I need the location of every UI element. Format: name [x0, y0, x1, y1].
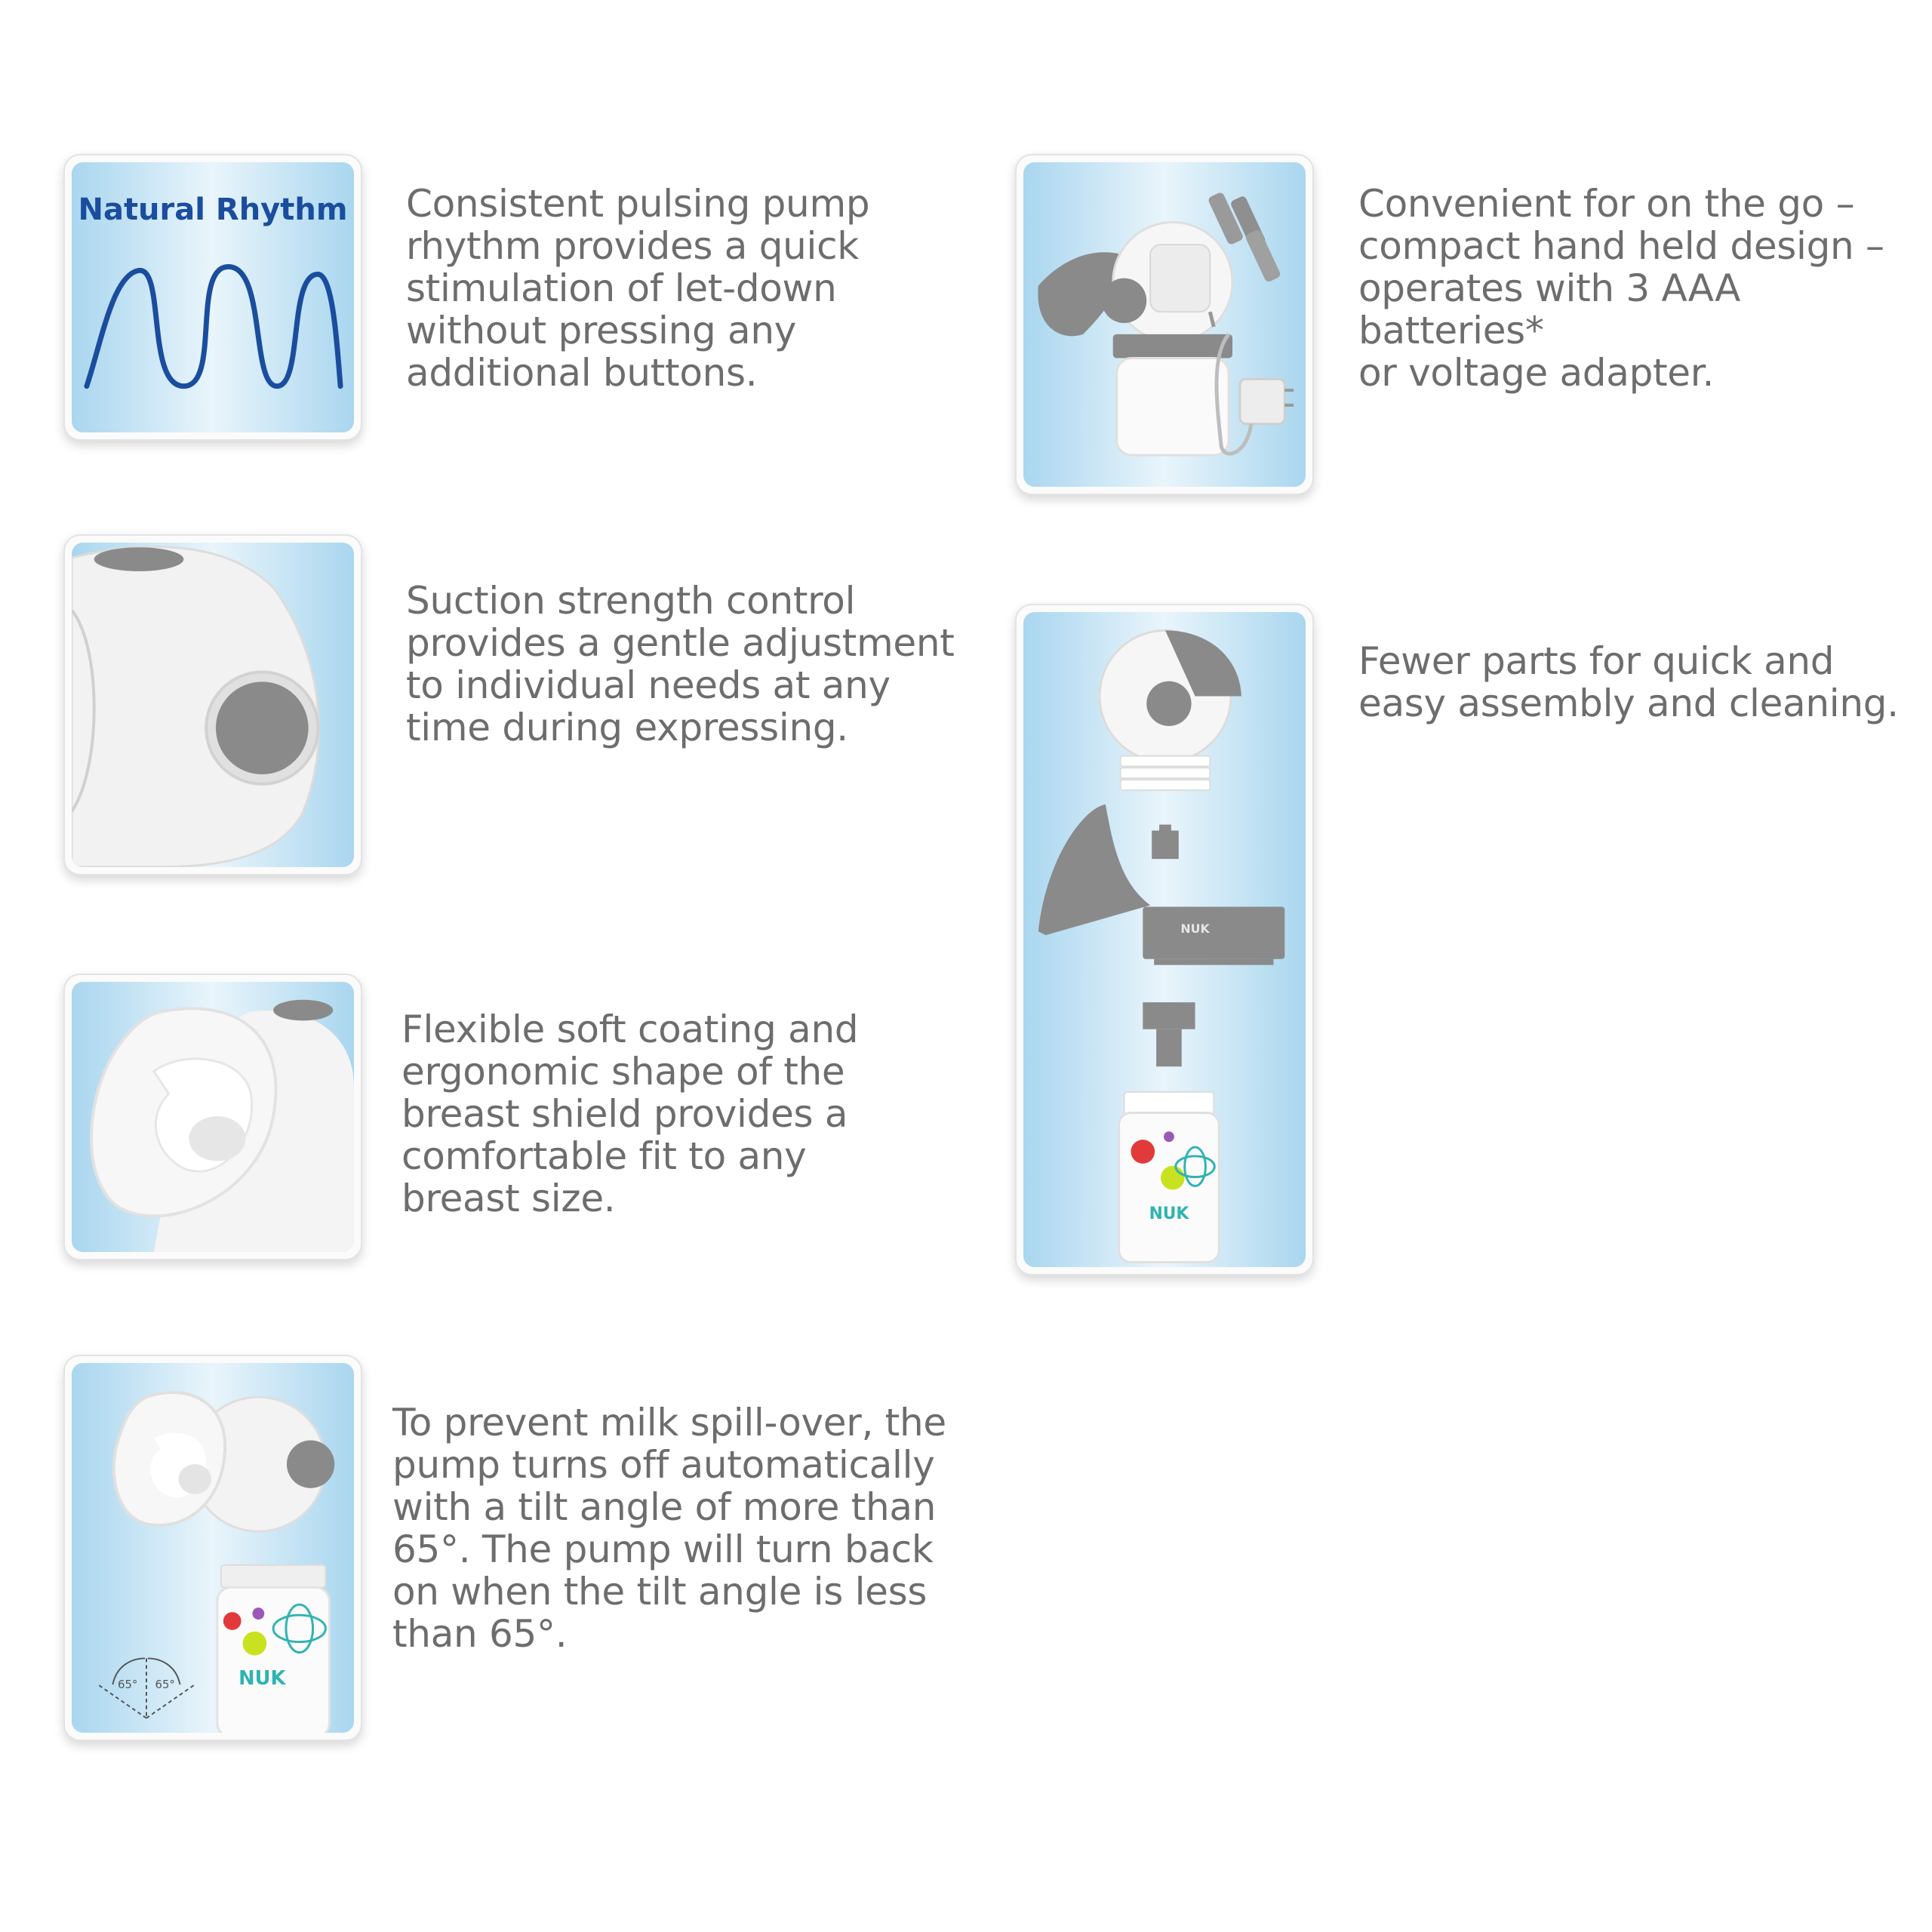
breast-shield-panel	[72, 982, 354, 1252]
natural-rhythm-label: Natural Rhythm	[78, 192, 348, 227]
tilt-pump-image	[72, 1363, 354, 1733]
tilt-bottle-brand: NUK	[238, 1667, 286, 1690]
tilt-shutoff-card	[63, 1355, 362, 1741]
natural-rhythm-card	[63, 154, 362, 441]
suction-control-caption: Suction strength control provides a gentle adjustment to individual needs at any time during expressing.	[406, 579, 955, 749]
breast-shield-image	[72, 982, 354, 1252]
connector-brand-label: NUK	[1180, 921, 1210, 937]
tilt-shutoff-caption: To prevent milk spill-over, the pump turns off automatically with a tilt angle of more than 65°. The pump will turn back on when the tilt angle is less than 65°.	[392, 1401, 946, 1656]
pump-dial-image	[72, 543, 354, 867]
natural-rhythm-panel	[72, 162, 354, 432]
few-parts-caption: Fewer parts for quick and easy assembly and cleaning.	[1358, 639, 1899, 725]
few-parts-card	[1015, 604, 1314, 1275]
tilt-shutoff-panel	[72, 1363, 354, 1733]
portable-panel	[1023, 162, 1306, 487]
tilt-angle-right-label: 65°	[155, 1678, 175, 1692]
exploded-parts-image	[1023, 612, 1306, 1267]
rhythm-wave-icon	[72, 162, 354, 432]
suction-control-panel	[72, 543, 354, 867]
tilt-angle-left-label: 65°	[118, 1678, 138, 1692]
suction-control-card	[63, 534, 362, 875]
natural-rhythm-caption: Consistent pulsing pump rhythm provides a quick stimulation of let-down without pressing any additional buttons.	[406, 182, 870, 395]
breast-shield-card	[63, 974, 362, 1260]
portable-card	[1015, 154, 1314, 495]
portable-caption: Convenient for on the go – compact hand held design – operates with 3 AAA batteries* or voltage adapter.	[1358, 182, 1884, 395]
portable-pump-image	[1023, 162, 1306, 487]
breast-shield-caption: Flexible soft coating and ergonomic shape of the breast shield provides a comfortable fit to any breast size.	[401, 1008, 859, 1220]
few-parts-bottle-brand: NUK	[1149, 1204, 1189, 1224]
few-parts-panel	[1023, 612, 1306, 1267]
